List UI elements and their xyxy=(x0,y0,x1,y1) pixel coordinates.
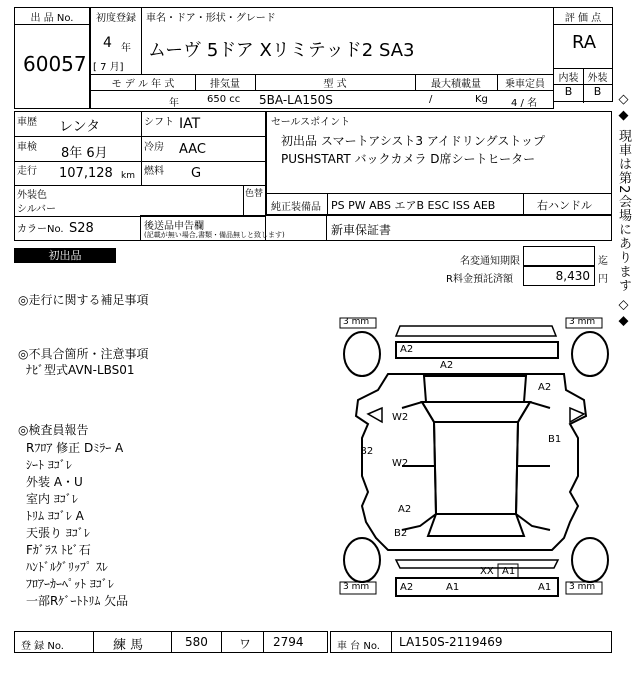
reg-kana: ワ xyxy=(239,637,252,651)
ext-color-label: 外装色 xyxy=(17,190,47,201)
name-change-unit: 迄 xyxy=(598,256,608,267)
sales-point-box xyxy=(266,111,612,194)
mark-rear-a1: A1 xyxy=(502,566,516,577)
docs-box xyxy=(140,215,327,241)
inspector-item: Rﾌﾛｱ 修正 Dﾐﾗｰ A xyxy=(26,441,124,455)
max-load-label: 最大積載量 xyxy=(415,75,498,91)
displacement-value: 650 cc xyxy=(207,94,241,105)
car-name-box xyxy=(141,7,554,75)
mark-rear-xx: XX xyxy=(480,566,494,577)
first-reg-label: 初度登録 xyxy=(96,13,136,24)
max-load-unit: Kg xyxy=(475,94,488,105)
reg-number: 2794 xyxy=(273,635,304,649)
inspection-notes xyxy=(18,292,148,610)
model-year-label: モ デ ル 年 式 xyxy=(91,75,196,91)
driving-note-heading: ◎走行に関する補足事項 xyxy=(18,293,149,307)
recycle-value: 8,430 xyxy=(555,269,590,283)
inspector-item: ﾊﾝﾄﾞﾙｸﾞﾘｯﾌﾟ ｽﾚ xyxy=(26,560,108,574)
mark-left-front-door: W2 xyxy=(392,412,409,423)
capacity-value: 4 / 名 xyxy=(511,98,538,109)
mark-front-bumper: A2 xyxy=(400,344,414,355)
docs-label: 後送品申告欄 xyxy=(144,221,204,232)
ac-value: AAC xyxy=(179,142,206,157)
chassis-label: 車 台 No. xyxy=(337,641,380,652)
tire-rear-left: 3 mm xyxy=(343,582,370,592)
reg-label: 登 録 No. xyxy=(21,641,64,652)
shift-label: シフト xyxy=(144,117,174,128)
defects-heading: ◎不具合箇所・注意事項 xyxy=(18,347,149,361)
sales-line-1: 初出品 スマートアシスト3 アイドリングストップ xyxy=(281,134,546,148)
sales-label: セールスポイント xyxy=(271,117,351,128)
car-outline xyxy=(338,316,614,600)
first-reg-month: [ 7 月] xyxy=(93,62,124,73)
inspector-item: ｼｰﾄ ﾖｺﾞﾚ xyxy=(26,458,72,472)
name-change-label: 名変通知期限 xyxy=(460,256,520,267)
ac-label: 冷房 xyxy=(144,142,164,153)
name-change-box xyxy=(523,246,595,266)
defect-item: ﾅﾋﾞ型式AVN-LBS01 xyxy=(26,363,135,377)
interior-label: 内装 xyxy=(554,68,584,84)
model-type-value: 5BA-LA150S xyxy=(259,93,333,107)
first-registration-box xyxy=(90,7,142,75)
inspector-item: 室内 ﾖｺﾞﾚ xyxy=(26,492,78,506)
history-value: レンタ xyxy=(59,119,101,135)
chassis-row xyxy=(330,631,612,653)
mark-rear-bumper-left: A2 xyxy=(400,582,414,593)
color-change-label: 色替 xyxy=(245,189,264,199)
docs-note: (記載が無い場合,書類・備品無しと致します) xyxy=(144,231,285,239)
spec-row-2 xyxy=(90,74,554,109)
displacement-label: 排気量 xyxy=(195,75,256,91)
venue-notice: ◇◆ 現車は第2会場にあります ◇◆ xyxy=(616,92,631,330)
inspector-item: Fｶﾞﾗｽ ﾄﾋﾞ石 xyxy=(26,543,91,557)
mileage-value: 107,128 xyxy=(59,166,113,181)
equipment-row xyxy=(266,193,612,215)
sales-line-2: PUSHSTART バックカメラ D席シートヒーター xyxy=(281,152,536,166)
inspector-item: 外装 A・U xyxy=(26,475,83,489)
history-label: 車歴 xyxy=(17,117,37,128)
fuel-value: G xyxy=(191,166,202,181)
grade-value: RA xyxy=(572,32,597,53)
inspector-item: ﾄﾘﾑ ﾖｺﾞﾚ A xyxy=(26,509,84,523)
capacity-label: 乗車定員 xyxy=(497,75,553,91)
car-damage-diagram xyxy=(338,316,614,600)
fuel-label: 燃料 xyxy=(144,166,164,177)
mileage-label: 走行 xyxy=(17,166,37,177)
mark-left-rear-2: B2 xyxy=(394,528,408,539)
warranty-row xyxy=(326,215,612,241)
mileage-unit: km xyxy=(121,171,135,181)
steering-value: 右ハンドル xyxy=(537,199,592,212)
color-no-label: カラーNo. xyxy=(17,224,64,235)
grade-label: 評 価 点 xyxy=(554,9,612,25)
registration-row xyxy=(14,631,328,653)
tire-rear-right: 3 mm xyxy=(569,582,596,592)
mark-rear-bumper-right: A1 xyxy=(538,582,552,593)
reg-area: 練 馬 xyxy=(113,638,144,653)
first-reg-year: 4 xyxy=(103,35,112,51)
model-year-unit: 年 xyxy=(169,98,179,109)
mark-left-rear-door: W2 xyxy=(392,458,409,469)
mark-right-side: B1 xyxy=(548,434,562,445)
mark-left-rear: A2 xyxy=(398,504,412,515)
recycle-box xyxy=(523,266,595,286)
first-reg-year-unit: 年 xyxy=(121,43,131,54)
inspector-heading: ◎検査員報告 xyxy=(18,423,89,437)
grade-box xyxy=(553,7,613,102)
inspection-label: 車検 xyxy=(17,142,37,153)
equip-value: PS PW ABS エアB ESC ISS AEB xyxy=(331,199,496,212)
warranty-value: 新車保証書 xyxy=(331,223,392,237)
model-type-label: 型 式 xyxy=(255,75,416,91)
exterior-grade: B xyxy=(583,84,612,103)
car-name-label: 車名・ドア・形状・グレード xyxy=(146,13,276,24)
tire-front-left: 3 mm xyxy=(343,317,370,327)
lot-label: 出 品 No. xyxy=(15,9,89,25)
lot-number: 60057 xyxy=(23,52,87,76)
interior-grade: B xyxy=(554,84,584,103)
mark-right-front: A2 xyxy=(538,382,552,393)
reg-class: 580 xyxy=(185,635,208,649)
recycle-unit: 円 xyxy=(598,274,608,285)
first-listing-banner: 初出品 xyxy=(14,248,116,263)
equip-label: 純正装備品 xyxy=(271,202,321,213)
inspector-item: 一部Rｹﾞｰﾄﾄﾘﾑ 欠品 xyxy=(26,594,129,608)
recycle-label: R料金預託済額 xyxy=(446,274,513,285)
lot-number-box xyxy=(14,7,90,109)
ext-color-value: シルバー xyxy=(17,204,57,215)
max-load-value: / xyxy=(429,94,433,105)
color-no-value: S28 xyxy=(69,221,94,236)
exterior-label: 外装 xyxy=(583,68,612,84)
shift-value: IAT xyxy=(179,116,201,132)
mark-left-side: B2 xyxy=(360,446,374,457)
car-name: ムーヴ 5ドア Xリミテッド2 SA3 xyxy=(148,40,415,61)
mark-hood: A2 xyxy=(440,360,454,371)
inspector-item: ﾌﾛｱｰｶｰﾍﾟｯﾄ ﾖｺﾞﾚ xyxy=(26,577,114,591)
tire-front-right: 3 mm xyxy=(569,317,596,327)
inspection-value: 8年 6月 xyxy=(61,146,108,161)
mark-rear-bumper-mid: A1 xyxy=(446,582,460,593)
inspector-item: 天張り ﾖｺﾞﾚ xyxy=(26,526,90,540)
chassis-number: LA150S-2119469 xyxy=(399,635,503,649)
